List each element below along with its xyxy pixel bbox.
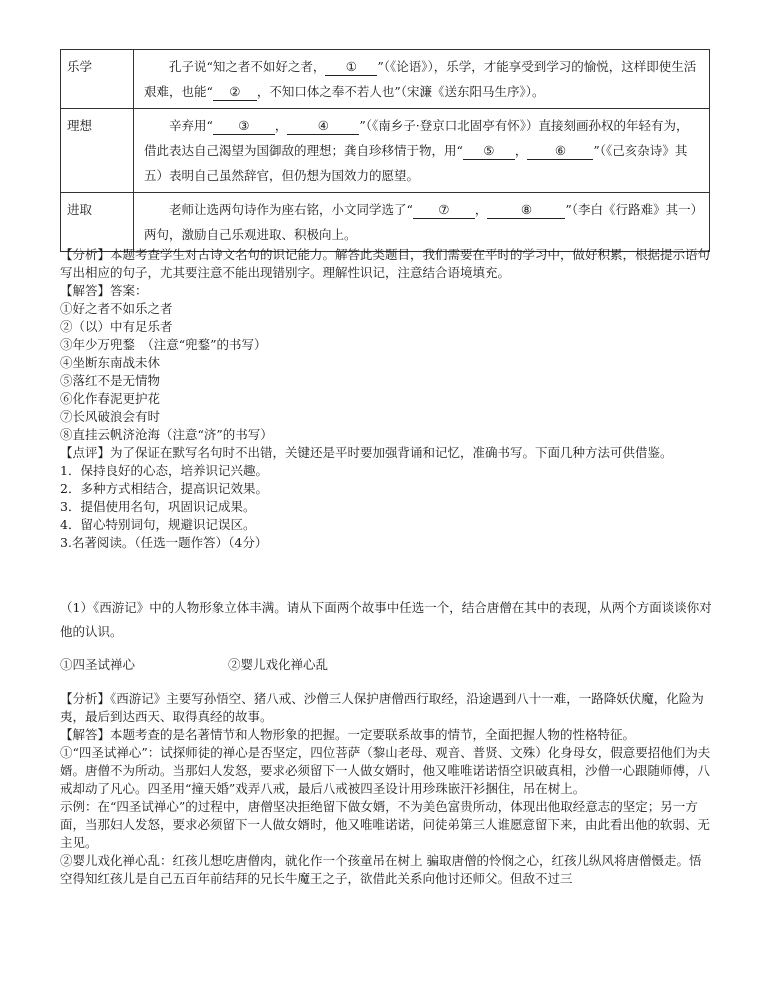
text-segment: ，不知口体之奉不若人也”（宋濂《送东阳马生序》）。 xyxy=(256,84,545,99)
table-row xyxy=(61,193,710,252)
answer-item: ⑦长风破浪会有时 xyxy=(60,409,161,424)
tip-item: 3．提倡使用名句，巩固识记成果。 xyxy=(60,499,256,514)
text-segment: 老师让选两句诗作为座右铭，小文同学选了“ xyxy=(169,202,413,217)
row-text xyxy=(134,193,710,252)
blank-7: ⑦ xyxy=(413,202,475,219)
story-options xyxy=(60,656,712,674)
text-segment: ”（《己亥杂诗》其五）表明自己虽然辞官，但仍想为国效力的愿望。 xyxy=(144,143,688,183)
story-option-2: ②婴儿戏化禅心乱 xyxy=(228,657,329,672)
text-segment: ”（李白《行路难》其一）两句，激励自己乐观进取、积极向上。 xyxy=(144,202,697,242)
text-segment: ”（《论语》），乐学，才能享受到学习的愉悦，这样即使生活艰难，也能“ xyxy=(144,59,697,99)
answer-item: ⑤落红不是无情物 xyxy=(60,373,161,388)
blank-4: ④ xyxy=(287,118,359,135)
blank-1: ① xyxy=(325,59,377,76)
analysis-paragraph: 【分析】《西游记》主要写孙悟空、猪八戒、沙僧三人保护唐僧西行取经，沿途遇到八十一难，一路降妖伏魔，化险为夷，最后到达西天、取得真经的故事。 xyxy=(60,691,704,724)
row-category: 乐学 xyxy=(61,50,134,109)
answer-item: ①好之者不如乐之者 xyxy=(60,301,173,316)
answer-item: ⑥化作春泥更护花 xyxy=(60,391,161,406)
answer-heading: 【解答】答案： xyxy=(60,283,148,298)
tip-item: 2．多种方式相结合，提高识记效果。 xyxy=(60,481,268,496)
answer-item: ④坐断东南战未休 xyxy=(60,355,161,370)
tip-item: 1．保持良好的心态，培养识记兴趣。 xyxy=(60,463,268,478)
text-segment: ， xyxy=(474,202,488,217)
example-paragraph: 示例：在“四圣试禅心”的过程中，唐僧坚决拒绝留下做女婿，不为美色富贵所动，体现出他取经意志的坚定；另一方面，当那妇人发怒，要求必须留下一人做女婿时，他又唯唯诺诺，问徒弟第三人谁愿意留下来，由此看出他的软弱、无主见。 xyxy=(60,799,711,850)
text-segment: ， xyxy=(274,118,288,133)
blank-8: ⑧ xyxy=(487,202,565,219)
blank-3: ③ xyxy=(213,118,275,135)
blank-5: ⑤ xyxy=(463,143,515,160)
blank-2: ② xyxy=(213,84,257,101)
row-text xyxy=(134,50,710,109)
story-summary-1: ①“四圣试禅心”：试探师徒的禅心是否坚定，四位菩萨（黎山老母、观音、普贤、文殊）化身母女，假意要招他们为夫婿。唐僧不为所动。当那妇人发怒，要求必须留下一人做女婿时，他又唯唯诺诺悟空识破真相，沙僧一心跟随师傅，八戒却动了凡心。四圣用“撞天婚”戏弄八戒，最后八戒被四圣设计用珍珠嵌汗衫捆住，吊在树上。 xyxy=(60,745,711,796)
story-option-1: ①四圣试禅心 xyxy=(60,657,136,672)
text-segment: ”（《南乡子·登京口北固亭有怀》）直接刻画孙权的年轻有为，借此表达自己渴望为国御敌的理想；龚自珍移情于物，用“ xyxy=(144,118,689,158)
text-segment: ， xyxy=(514,143,528,158)
text-segment: 辛弃用“ xyxy=(169,118,213,133)
poem-fill-table xyxy=(60,49,710,252)
text-segment: 孔子说“知之者不如好之者， xyxy=(169,59,326,74)
row-category: 进取 xyxy=(61,193,134,252)
question-section xyxy=(60,596,712,644)
analysis-section xyxy=(60,690,712,888)
tip-item: 4．留心特别词句，规避识记误区。 xyxy=(60,517,256,532)
question-text: （1）《西游记》中的人物形象立体丰满。请从下面两个故事中任选一个，结合唐僧在其中的表现，从两个方面谈谈你对他的认识。 xyxy=(60,600,712,639)
answer-item: ②（以）中有足乐者 xyxy=(60,319,173,334)
answer-section xyxy=(60,246,712,552)
solution-paragraph: 【解答】本题考查的是名著情节和人物形象的把握。一定要联系故事的情节，全面把握人物的性格特征。 xyxy=(60,727,636,742)
story-summary-2: ②婴儿戏化禅心乱：红孩儿想吃唐僧肉，就化作一个孩童吊在树上 骗取唐僧的怜悯之心，红孩儿纵风将唐僧慑走。悟空得知红孩儿是自己五百年前结拜的兄长牛魔王之子，欲借此关系向他讨还师父。但敌不过三 xyxy=(60,853,702,886)
table-row xyxy=(61,50,710,109)
table-row xyxy=(61,109,710,193)
analysis-paragraph: 【分析】本题考查学生对古诗文名句的识记能力。解答此类题目，我们需要在平时的学习中，做好积累，根据提示语句写出相应的句子，尤其要注意不能出现错别字。理解性识记，注意结合语境填充。 xyxy=(60,247,711,280)
answer-item: ⑧直挂云帆济沧海（注意“济”的书写） xyxy=(60,427,273,442)
question-heading: 3.名著阅读。（任选一题作答）（4分） xyxy=(60,535,268,550)
row-category: 理想 xyxy=(61,109,134,193)
answer-item: ③年少万兜鍪 （注意“兜鍪”的书写） xyxy=(60,337,267,352)
row-text xyxy=(134,109,710,193)
blank-6: ⑥ xyxy=(527,143,593,160)
comment-paragraph: 【点评】为了保证在默写名句时不出错，关键还是平时要加强背诵和记忆，准确书写。下面几种方法可供借鉴。 xyxy=(60,445,673,460)
